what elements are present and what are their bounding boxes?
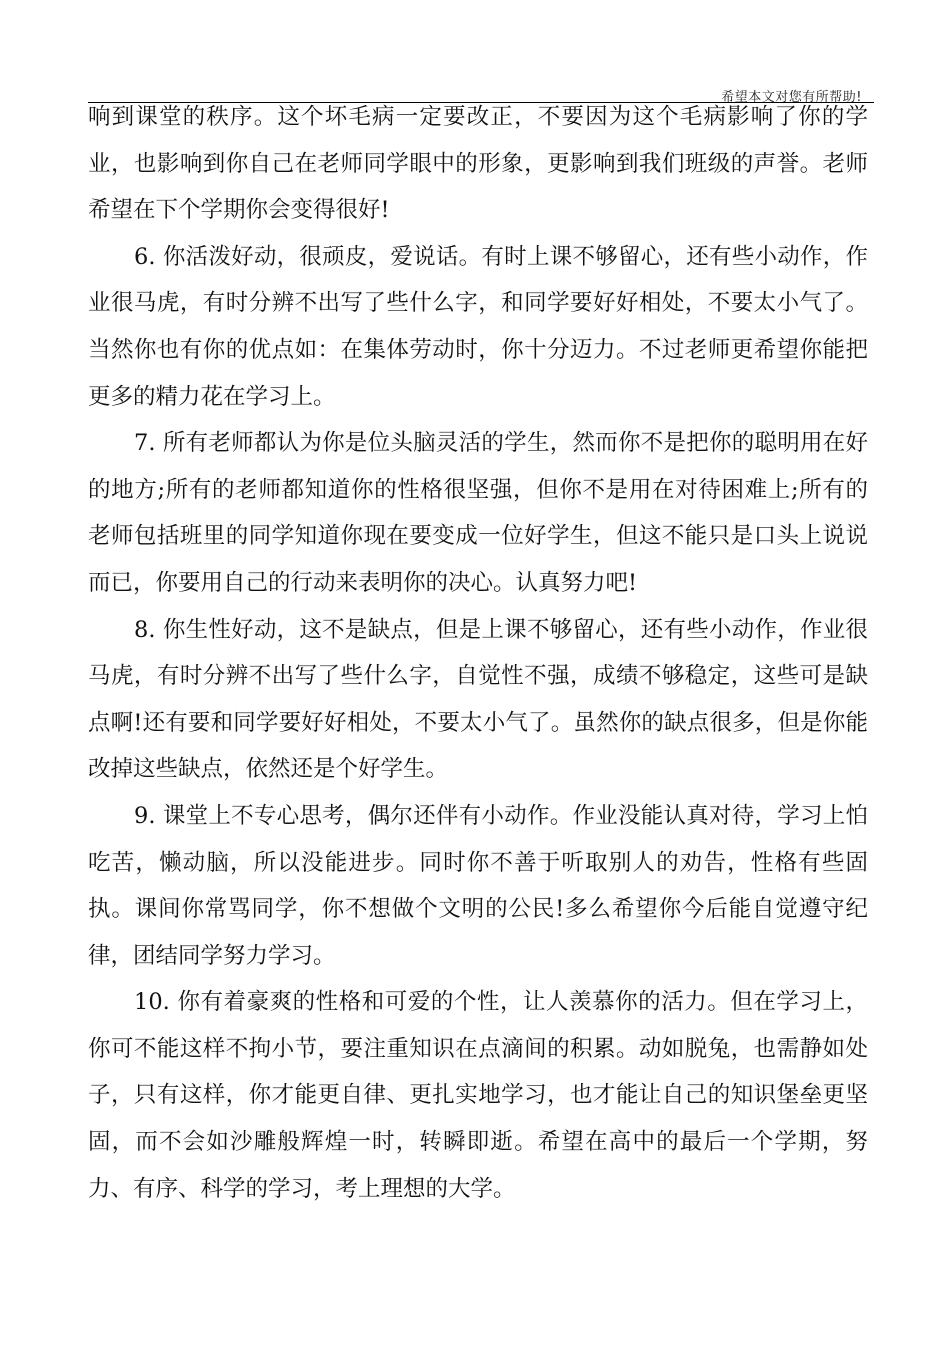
header-note: 希望本文对您有所帮助! bbox=[721, 90, 862, 105]
paragraph-item-7: 7. 所有老师都认为你是位头脑灵活的学生，然而你不是把你的聪明用在好的地方;所有的老师都知道你的性格很坚强，但你不是用在对待困难上;所有的老师包括班里的同学知道你现在要变成一位好学生，但这不能只是口头上说说而已，你要用自己的行动来表明你的决心。认真努力吧! bbox=[88, 430, 868, 596]
paragraph-item-9: 9. 课堂上不专心思考，偶尔还伴有小动作。作业没能认真对待，学习上怕吃苦，懒动脑，所以没能进步。同时你不善于听取别人的劝告，性格有些固执。课间你常骂同学，你不想做个文明的公民!多么希望你今后能自觉遵守纪律，团结同学努力学习。 bbox=[88, 802, 868, 969]
paragraph-continuation: 响到课堂的秩序。这个坏毛病一定要改正，不要因为这个毛病影响了你的学业，也影响到你自己在老师同学眼中的形象，更影响到我们班级的声誉。老师希望在下个学期你会变得很好! bbox=[88, 104, 868, 224]
paragraph-item-10: 10. 你有着豪爽的性格和可爱的个性，让人羡慕你的活力。但在学习上，你可不能这样不拘小节，要注重知识在点滴间的积累。动如脱兔，也需静如处子，只有这样，你才能更自律、更扎实地学习，也才能让自己的知识堡垒更坚固，而不会如沙雕般辉煌一时，转瞬即逝。希望在高中的最后一个学期，努力、有序、科学的学习，考上理想的大学。 bbox=[88, 989, 868, 1202]
paragraph-item-8: 8. 你生性好动，这不是缺点，但是上课不够留心，还有些小动作，作业很马虎，有时分辨不出写了些什么字，自觉性不强，成绩不够稳定，这些可是缺点啊!还有要和同学要好好相处，不要太小气了。虽然你的缺点很多，但是你能改掉这些缺点，依然还是个好学生。 bbox=[88, 616, 868, 783]
paragraph-item-6: 6. 你活泼好动，很顽皮，爱说话。有时上课不够留心，还有些小动作，作业很马虎，有时分辨不出写了些什么字，和同学要好好相处，不要太小气了。当然你也有你的优点如：在集体劳动时，你十分迈力。不过老师更希望你能把更多的精力花在学习上。 bbox=[88, 243, 868, 410]
document-body bbox=[88, 94, 868, 1212]
